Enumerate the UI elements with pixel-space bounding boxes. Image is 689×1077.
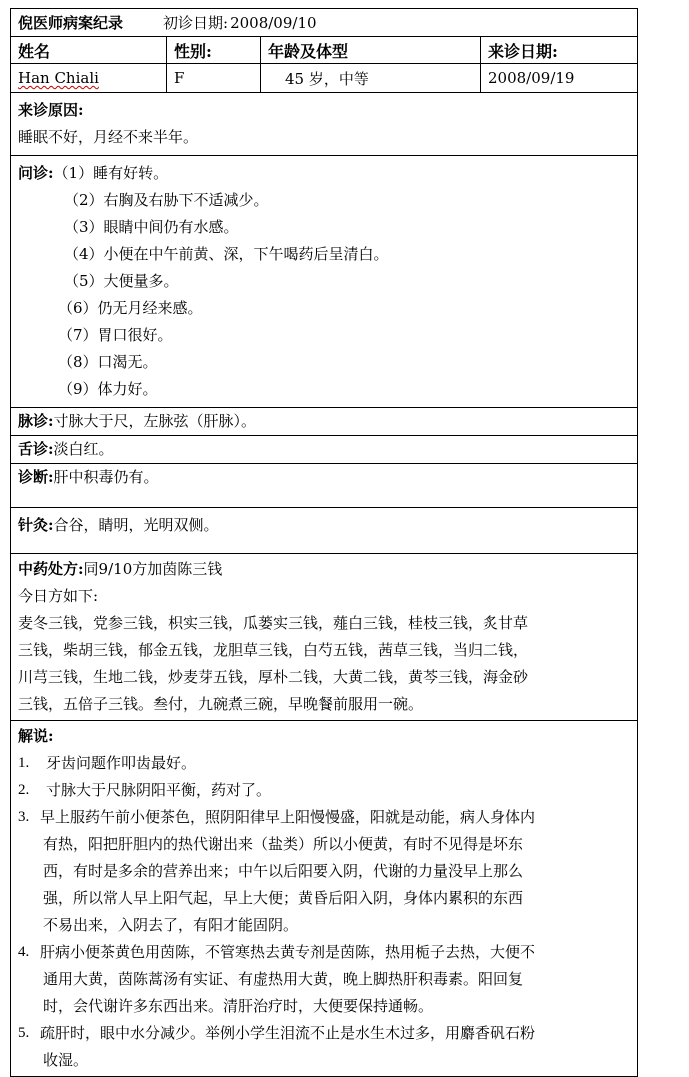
explanation-line: 有热，阳把肝胆内的热代谢出来（盐类）所以小便黄，有时不见得是坏东 bbox=[43, 835, 524, 853]
explanation-line: 肝病小便茶黄色用茵陈，不管寒热去黄专剂是茵陈，热用栀子去热，大便不 bbox=[40, 943, 536, 961]
explanation-number: 1. bbox=[18, 755, 30, 771]
inquiry-item: （4）小便在中午前黄、深，下午喝药后呈清白。 bbox=[64, 245, 389, 263]
acupuncture-label: 针灸: bbox=[18, 516, 54, 534]
age-build-header: 年龄及体型 bbox=[261, 37, 481, 63]
inquiry-item: （8）口渴无。 bbox=[58, 353, 158, 371]
age-build-value: 45 岁，中等 bbox=[261, 64, 481, 92]
inquiry-section bbox=[11, 156, 637, 408]
explanation-item bbox=[18, 939, 631, 1020]
sex-header: 性别: bbox=[167, 37, 261, 63]
explanation-number: 4. bbox=[18, 944, 30, 960]
first-visit-date: 2008/09/10 bbox=[230, 13, 317, 32]
explanation-line: 时，会代谢许多东西出来。清肝治疗时，大便要保持通畅。 bbox=[43, 997, 434, 1015]
name-header: 姓名 bbox=[11, 37, 167, 63]
explanation-line: 早上服药午前小便茶色，照阴阳律早上阳慢慢盛，阳就是动能，病人身体内 bbox=[40, 808, 536, 826]
herbal-label: 中药处方: bbox=[18, 560, 84, 578]
tongue-section bbox=[11, 436, 637, 464]
explanation-item bbox=[18, 750, 631, 777]
pulse-text: 寸脉大于尺，左脉弦（肝脉）。 bbox=[53, 412, 257, 430]
visit-date-value: 2008/09/19 bbox=[488, 69, 575, 87]
name-cell bbox=[11, 64, 167, 92]
explanation-line: 不易出来，入阴去了，有阳才能固阴。 bbox=[43, 916, 299, 934]
explanation-section bbox=[11, 721, 637, 1076]
tongue-label: 舌诊: bbox=[18, 440, 54, 458]
diagnosis-text: 肝中积毒仍有。 bbox=[53, 468, 159, 486]
acupuncture-text: 合谷，睛明，光明双侧。 bbox=[53, 516, 219, 534]
explanation-line: 疏肝时，眼中水分减少。举例小学生泪流不止是水生木过多，用麝香矾石粉 bbox=[40, 1024, 536, 1042]
explanation-line: 西，有时是多余的营养出来；中午以后阳要入阴，代谢的力量没早上那么 bbox=[43, 862, 524, 880]
pulse-label: 脉诊: bbox=[18, 412, 54, 430]
explanation-line: 收湿。 bbox=[43, 1051, 89, 1069]
herbal-line: 三钱，五倍子三钱。叁付，九碗煮三碗，早晚餐前服用一碗。 bbox=[18, 695, 424, 713]
herbal-line: 麦冬三钱，党参三钱，枳实三钱，瓜蒌实三钱，薤白三钱，桂枝三钱，炙甘草 bbox=[18, 614, 529, 632]
title-row bbox=[11, 9, 637, 37]
explanation-number: 3. bbox=[18, 809, 30, 825]
reason-section bbox=[11, 93, 637, 156]
explanation-line: 强，所以常人早上阳气起，早上大便；黄昏后阳入阴，身体内累积的东西 bbox=[43, 889, 524, 907]
explanation-item bbox=[18, 804, 631, 939]
explanation-number: 5. bbox=[18, 1025, 30, 1041]
inquiry-item: （6）仍无月经来感。 bbox=[58, 299, 203, 317]
pulse-section bbox=[11, 408, 637, 436]
herbal-line: 三钱，柴胡三钱，郁金五钱，龙胆草三钱，白芍五钱，茜草三钱，当归二钱， bbox=[18, 641, 529, 659]
acupuncture-section bbox=[11, 508, 637, 554]
explanation-label: 解说: bbox=[18, 727, 54, 745]
sex-value: F bbox=[167, 64, 261, 92]
explanation-item bbox=[18, 777, 631, 804]
herbal-intro: 今日方如下: bbox=[18, 587, 99, 605]
record-title: 倪医师病案纪录 bbox=[18, 14, 124, 32]
inquiry-item: （5）大便量多。 bbox=[64, 272, 179, 290]
explanation-line: 牙齿问题作叩齿最好。 bbox=[46, 754, 197, 772]
reason-label: 来诊原因: bbox=[18, 101, 84, 119]
inquiry-item: （7）胃口很好。 bbox=[58, 326, 173, 344]
inquiry-item: （9）体力好。 bbox=[58, 380, 158, 398]
visit-date-header: 来诊日期: bbox=[488, 41, 558, 61]
inquiry-item: （2）右胸及右胁下不适减少。 bbox=[64, 191, 269, 209]
inquiry-item: （3）眼睛中间仍有水感。 bbox=[64, 218, 239, 236]
tongue-text: 淡白红。 bbox=[53, 440, 114, 458]
herbal-line: 川芎三钱，生地二钱，炒麦芽五钱，厚朴二钱，大黄二钱，黄芩三钱，海金砂 bbox=[18, 668, 529, 686]
diagnosis-section bbox=[11, 464, 637, 508]
first-visit-label: 初诊日期: bbox=[163, 14, 229, 32]
explanation-line: 通用大黄，茵陈蒿汤有实证、有虚热用大黄，晚上脚热肝积毒素。阳回复 bbox=[43, 970, 524, 988]
patient-name: Han Chiali bbox=[18, 69, 99, 87]
explanation-item bbox=[18, 1020, 631, 1074]
reason-text: 睡眠不好，月经不来半年。 bbox=[18, 128, 199, 146]
inquiry-label: 问诊: bbox=[18, 164, 54, 182]
inquiry-item: （1）睡有好转。 bbox=[53, 164, 169, 182]
patient-value-row bbox=[11, 64, 637, 93]
herbal-section bbox=[11, 554, 637, 721]
patient-header-row bbox=[11, 37, 637, 64]
explanation-number: 2. bbox=[18, 782, 30, 798]
diagnosis-label: 诊断: bbox=[18, 468, 54, 486]
case-record-table bbox=[10, 8, 638, 1077]
herbal-text: 同9/10方加茵陈三钱 bbox=[83, 560, 223, 578]
explanation-line: 寸脉大于尺脉阴阳平衡，药对了。 bbox=[46, 781, 272, 799]
